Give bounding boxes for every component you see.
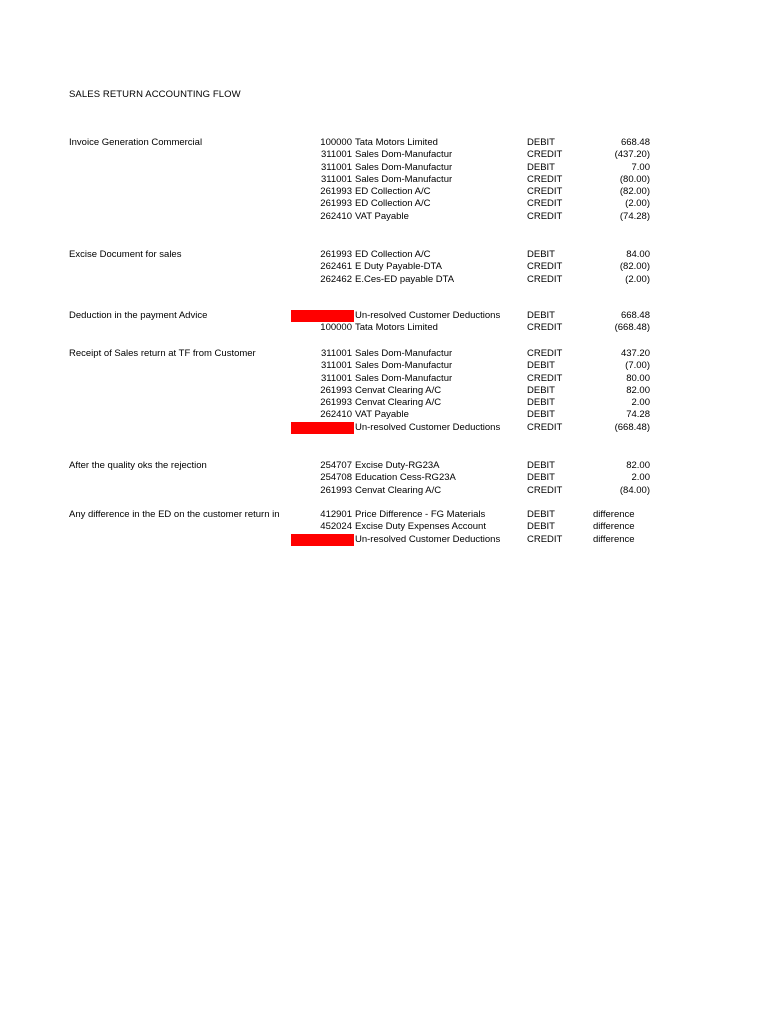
journal-entry-row — [0, 521, 768, 533]
journal-entry-row — [0, 174, 768, 186]
account-name: Cenvat Clearing A/C — [355, 484, 442, 496]
entry-amount: (84.00) — [619, 484, 650, 496]
section-label: Receipt of Sales return at TF from Customer — [69, 348, 256, 359]
entry-amount: difference — [593, 533, 635, 545]
journal-entry-row — [0, 409, 768, 421]
journal-entry-row — [0, 460, 768, 472]
entry-amount: 84.00 — [626, 249, 650, 260]
journal-section — [0, 137, 768, 223]
entry-type: CREDIT — [527, 322, 563, 334]
journal-entry-row — [0, 162, 768, 174]
account-code: 261993 — [320, 397, 352, 409]
account-code: 261993 — [320, 384, 352, 396]
section-label: Any difference in the ED on the customer return in — [69, 509, 280, 520]
entry-type: DEBIT — [527, 460, 555, 471]
entry-type: DEBIT — [527, 472, 555, 484]
entry-type: DEBIT — [527, 397, 555, 409]
account-code: 262410 — [320, 210, 352, 222]
account-code: 261993 — [320, 249, 352, 260]
journal-section — [0, 509, 768, 546]
account-code: 412901 — [320, 509, 352, 520]
journal-entry-row — [0, 472, 768, 484]
journal-entry-row — [0, 149, 768, 161]
account-name: Sales Dom-Manufactur — [355, 149, 453, 161]
account-name: Sales Dom-Manufactur — [355, 372, 453, 384]
account-name: E.Ces-ED payable DTA — [355, 273, 455, 285]
journal-entry-row — [0, 310, 768, 322]
account-name: ED Collection A/C — [355, 198, 431, 210]
entry-amount: (437.20) — [614, 149, 650, 161]
account-name: Sales Dom-Manufactur — [355, 173, 453, 185]
account-name: Cenvat Clearing A/C — [355, 397, 442, 409]
account-name: Education Cess-RG23A — [355, 472, 456, 484]
entry-type: CREDIT — [527, 421, 563, 433]
entry-amount: (668.48) — [614, 322, 650, 334]
account-code: 311001 — [321, 348, 352, 359]
account-name: Un-resolved Customer Deductions — [355, 310, 501, 321]
entry-amount: (74.28) — [619, 210, 650, 222]
journal-entry-row — [0, 422, 768, 434]
journal-section — [0, 310, 768, 335]
entry-amount: difference — [593, 521, 635, 533]
section-label: After the quality oks the rejection — [69, 460, 207, 471]
journal-entry-row — [0, 373, 768, 385]
entry-amount: (668.48) — [614, 421, 650, 433]
section-label: Invoice Generation Commercial — [69, 137, 203, 148]
account-name: Un-resolved Customer Deductions — [355, 533, 501, 545]
entry-type: CREDIT — [527, 173, 563, 185]
account-name: Excise Duty Expenses Account — [355, 521, 486, 533]
account-name: Sales Dom-Manufactur — [355, 348, 453, 359]
account-name: Tata Motors Limited — [355, 137, 438, 148]
entry-amount: 668.48 — [620, 137, 650, 148]
entry-type: DEBIT — [527, 521, 555, 533]
journal-entry-row — [0, 274, 768, 286]
account-code: 261993 — [320, 186, 352, 198]
journal-section — [0, 249, 768, 286]
journal-entry-row — [0, 211, 768, 223]
journal-entry-row — [0, 485, 768, 497]
entry-type: CREDIT — [527, 198, 563, 210]
entry-type: CREDIT — [527, 348, 563, 359]
entry-type: CREDIT — [527, 186, 563, 198]
journal-entry-row — [0, 198, 768, 210]
account-name: ED Collection A/C — [355, 249, 431, 260]
journal-entry-row — [0, 322, 768, 334]
section-label: Deduction in the payment Advice — [69, 310, 208, 321]
account-code: 261993 — [320, 198, 352, 210]
journal-entry-row — [0, 186, 768, 198]
account-name: Sales Dom-Manufactur — [355, 360, 453, 372]
account-code: 254708 — [320, 472, 352, 484]
entry-type: DEBIT — [527, 360, 555, 372]
entry-type: CREDIT — [527, 484, 563, 496]
entry-type: DEBIT — [527, 310, 555, 321]
account-code: 311001 — [321, 161, 352, 173]
entry-type: DEBIT — [527, 409, 555, 421]
account-name: Price Difference - FG Materials — [355, 509, 486, 520]
entry-type: CREDIT — [527, 149, 563, 161]
journal-entry-row — [0, 397, 768, 409]
entry-type: CREDIT — [527, 210, 563, 222]
entry-amount: difference — [593, 509, 635, 520]
account-code: 311001 — [321, 360, 352, 372]
entry-amount: 82.00 — [626, 460, 650, 471]
account-name: Sales Dom-Manufactur — [355, 161, 453, 173]
account-code: 100000 — [320, 322, 352, 334]
account-code: 262410 — [320, 409, 352, 421]
account-name: Cenvat Clearing A/C — [355, 384, 442, 396]
entry-type: CREDIT — [527, 372, 563, 384]
entry-amount: 668.48 — [620, 310, 650, 321]
section-label: Excise Document for sales — [69, 249, 182, 260]
account-code: 311001 — [321, 149, 352, 161]
account-name: Tata Motors Limited — [355, 322, 438, 334]
entry-amount: 74.28 — [626, 409, 650, 421]
entry-type: DEBIT — [527, 509, 555, 520]
entry-amount: 2.00 — [631, 397, 650, 409]
journal-entry-row — [0, 249, 768, 261]
entry-amount: 7.00 — [631, 161, 650, 173]
account-name: VAT Payable — [355, 409, 409, 421]
journal-entry-row — [0, 385, 768, 397]
entry-amount: (7.00) — [625, 360, 650, 372]
account-code: 311001 — [321, 173, 352, 185]
account-name: Excise Duty-RG23A — [355, 460, 440, 471]
account-name: E Duty Payable-DTA — [355, 261, 442, 273]
entry-amount: (82.00) — [619, 186, 650, 198]
entry-amount: 82.00 — [626, 384, 650, 396]
entry-type: CREDIT — [527, 273, 563, 285]
highlighted-cell — [291, 422, 354, 434]
account-name: VAT Payable — [355, 210, 409, 222]
entry-amount: (80.00) — [619, 173, 650, 185]
page-title: SALES RETURN ACCOUNTING FLOW — [69, 89, 241, 100]
account-name: Un-resolved Customer Deductions — [355, 421, 501, 433]
journal-entry-row — [0, 137, 768, 149]
journal-entry-row — [0, 348, 768, 360]
account-code: 254707 — [320, 460, 352, 471]
journal-entry-row — [0, 509, 768, 521]
entry-type: DEBIT — [527, 384, 555, 396]
journal-entry-row — [0, 360, 768, 372]
account-code: 262461 — [320, 261, 352, 273]
journal-entry-row — [0, 261, 768, 273]
entry-type: DEBIT — [527, 161, 555, 173]
entry-type: DEBIT — [527, 137, 555, 148]
highlighted-cell — [291, 534, 354, 546]
entry-amount: (2.00) — [625, 198, 650, 210]
account-code: 452024 — [320, 521, 352, 533]
journal-section — [0, 460, 768, 497]
entry-type: CREDIT — [527, 533, 563, 545]
journal-section — [0, 348, 768, 434]
entry-amount: (2.00) — [625, 273, 650, 285]
journal-entry-row — [0, 534, 768, 546]
entry-type: DEBIT — [527, 249, 555, 260]
highlighted-cell — [291, 310, 354, 322]
entry-type: CREDIT — [527, 261, 563, 273]
entry-amount: 2.00 — [631, 472, 650, 484]
account-code: 261993 — [320, 484, 352, 496]
entry-amount: (82.00) — [619, 261, 650, 273]
account-code: 100000 — [320, 137, 352, 148]
entry-amount: 80.00 — [626, 372, 650, 384]
account-name: ED Collection A/C — [355, 186, 431, 198]
entry-amount: 437.20 — [620, 348, 650, 359]
account-code: 311001 — [321, 372, 352, 384]
account-code: 262462 — [320, 273, 352, 285]
